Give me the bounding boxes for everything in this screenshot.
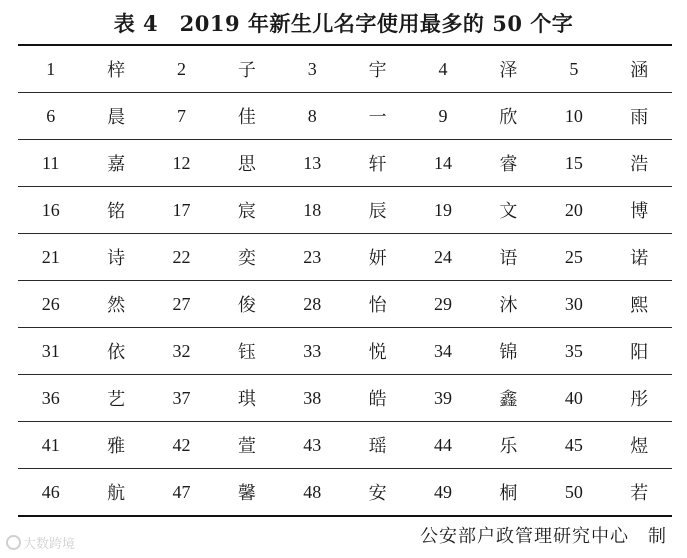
rank-cell: 22 (149, 234, 214, 281)
character-cell: 宸 (214, 187, 279, 234)
character-cell: 晨 (83, 93, 148, 140)
character-cell: 安 (345, 469, 410, 517)
character-cell: 馨 (214, 469, 279, 517)
table-row (18, 140, 672, 187)
rank-cell: 21 (18, 234, 83, 281)
character-cell: 博 (607, 187, 672, 234)
rank-cell: 48 (280, 469, 345, 517)
rank-cell: 9 (410, 93, 475, 140)
character-cell: 诗 (83, 234, 148, 281)
character-cell: 妍 (345, 234, 410, 281)
character-cell: 嘉 (83, 140, 148, 187)
rank-cell: 16 (18, 187, 83, 234)
character-cell: 沐 (476, 281, 541, 328)
table-row (18, 328, 672, 375)
rank-cell: 45 (541, 422, 606, 469)
character-cell: 一 (345, 93, 410, 140)
rank-cell: 35 (541, 328, 606, 375)
character-cell: 文 (476, 187, 541, 234)
rank-cell: 50 (541, 469, 606, 517)
table-row (18, 45, 672, 93)
rank-cell: 34 (410, 328, 475, 375)
character-cell: 航 (83, 469, 148, 517)
rank-cell: 47 (149, 469, 214, 517)
watermark (6, 533, 75, 552)
character-cell: 涵 (607, 45, 672, 93)
watermark-logo-icon (6, 535, 21, 550)
character-cell: 思 (214, 140, 279, 187)
character-cell: 熙 (607, 281, 672, 328)
character-cell: 梓 (83, 45, 148, 93)
table-title: 表 4 2019 年新生儿名字使用最多的 50 个字 (113, 11, 574, 36)
character-cell: 瑶 (345, 422, 410, 469)
character-cell: 依 (83, 328, 148, 375)
character-cell: 诺 (607, 234, 672, 281)
character-cell: 皓 (345, 375, 410, 422)
table-row (18, 281, 672, 328)
character-cell: 俊 (214, 281, 279, 328)
source-credit: 公安部户政管理研究中心 制 (420, 526, 667, 547)
rank-cell: 38 (280, 375, 345, 422)
character-cell: 雨 (607, 93, 672, 140)
character-cell: 宇 (345, 45, 410, 93)
character-cell: 然 (83, 281, 148, 328)
character-cell: 悦 (345, 328, 410, 375)
character-cell: 奕 (214, 234, 279, 281)
rank-cell: 15 (541, 140, 606, 187)
rank-cell: 12 (149, 140, 214, 187)
rank-cell: 40 (541, 375, 606, 422)
table-row (18, 375, 672, 422)
rank-cell: 37 (149, 375, 214, 422)
rank-cell: 10 (541, 93, 606, 140)
rank-cell: 18 (280, 187, 345, 234)
rank-cell: 39 (410, 375, 475, 422)
rank-cell: 27 (149, 281, 214, 328)
character-cell: 佳 (214, 93, 279, 140)
character-cell: 铭 (83, 187, 148, 234)
character-cell: 怡 (345, 281, 410, 328)
rank-cell: 43 (280, 422, 345, 469)
character-cell: 琪 (214, 375, 279, 422)
rank-cell: 28 (280, 281, 345, 328)
rank-cell: 17 (149, 187, 214, 234)
rank-cell: 19 (410, 187, 475, 234)
rank-cell: 13 (280, 140, 345, 187)
rank-cell: 46 (18, 469, 83, 517)
rank-cell: 14 (410, 140, 475, 187)
rank-cell: 24 (410, 234, 475, 281)
rank-cell: 8 (280, 93, 345, 140)
rank-cell: 30 (541, 281, 606, 328)
character-cell: 艺 (83, 375, 148, 422)
rank-cell: 3 (280, 45, 345, 93)
character-cell: 泽 (476, 45, 541, 93)
character-cell: 浩 (607, 140, 672, 187)
table-row (18, 422, 672, 469)
rank-cell: 25 (541, 234, 606, 281)
rank-cell: 33 (280, 328, 345, 375)
rank-cell: 49 (410, 469, 475, 517)
character-cell: 锦 (476, 328, 541, 375)
rank-cell: 6 (18, 93, 83, 140)
rank-cell: 29 (410, 281, 475, 328)
character-cell: 鑫 (476, 375, 541, 422)
character-cell: 轩 (345, 140, 410, 187)
rank-cell: 26 (18, 281, 83, 328)
rank-cell: 4 (410, 45, 475, 93)
character-cell: 辰 (345, 187, 410, 234)
character-cell: 彤 (607, 375, 672, 422)
table-row (18, 234, 672, 281)
table-row (18, 187, 672, 234)
character-cell: 若 (607, 469, 672, 517)
character-cell: 钰 (214, 328, 279, 375)
rank-cell: 2 (149, 45, 214, 93)
rank-cell: 36 (18, 375, 83, 422)
rank-cell: 42 (149, 422, 214, 469)
character-cell: 雅 (83, 422, 148, 469)
rank-cell: 31 (18, 328, 83, 375)
character-cell: 乐 (476, 422, 541, 469)
character-cell: 桐 (476, 469, 541, 517)
character-cell: 睿 (476, 140, 541, 187)
character-cell: 萱 (214, 422, 279, 469)
rank-cell: 23 (280, 234, 345, 281)
table-row (18, 469, 672, 517)
rank-cell: 44 (410, 422, 475, 469)
character-cell: 子 (214, 45, 279, 93)
rank-cell: 7 (149, 93, 214, 140)
table-row (18, 93, 672, 140)
rank-cell: 20 (541, 187, 606, 234)
watermark-text: 大数跨境 (23, 537, 76, 552)
name-characters-table (18, 44, 672, 517)
character-cell: 煜 (607, 422, 672, 469)
rank-cell: 11 (18, 140, 83, 187)
rank-cell: 32 (149, 328, 214, 375)
character-cell: 语 (476, 234, 541, 281)
rank-cell: 41 (18, 422, 83, 469)
rank-cell: 1 (18, 45, 83, 93)
rank-cell: 5 (541, 45, 606, 93)
character-cell: 欣 (476, 93, 541, 140)
character-cell: 阳 (607, 328, 672, 375)
